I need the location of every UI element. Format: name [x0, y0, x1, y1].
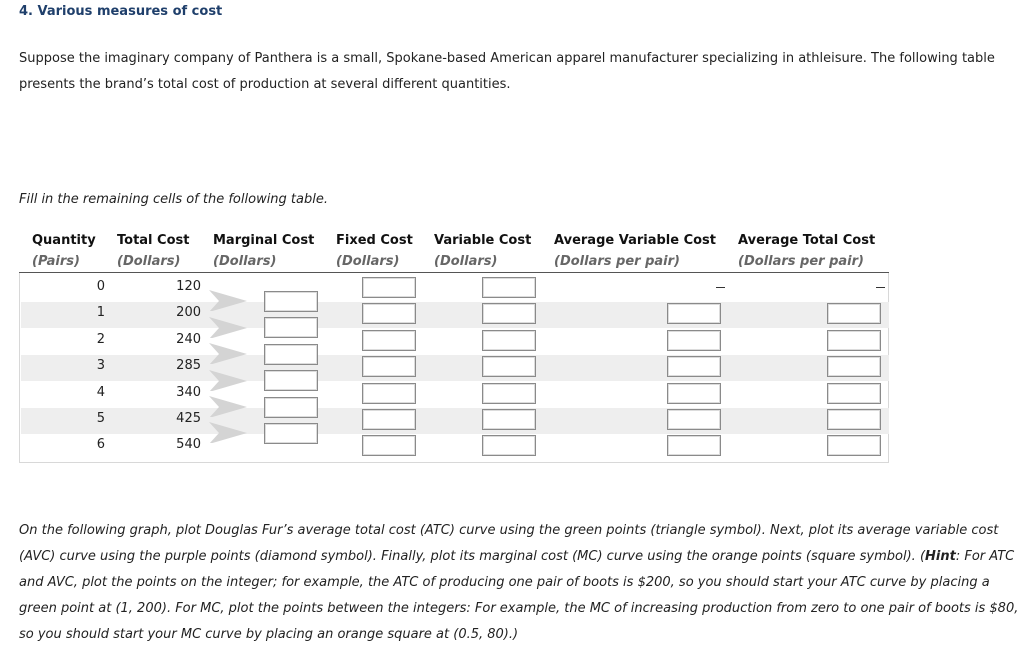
avc-input[interactable] — [667, 435, 721, 456]
header-avc: Average Variable Cost (Dollars per pair) — [554, 233, 717, 269]
marginal-cost-input[interactable] — [264, 423, 318, 444]
variable-cost-input[interactable] — [482, 409, 536, 430]
row-stripe — [21, 408, 889, 434]
atc-input[interactable] — [827, 356, 881, 377]
quantity-cell: 0 — [96, 279, 105, 294]
quantity-cell: 5 — [96, 411, 105, 426]
fixed-cost-input[interactable] — [362, 356, 416, 377]
total-cost-cell: 340 — [176, 384, 201, 400]
marginal-cost-input[interactable] — [264, 291, 318, 312]
table-instruction: Fill in the remaining cells of the following table. — [19, 192, 328, 207]
total-cost-cell: 240 — [176, 331, 201, 347]
marginal-cost-input[interactable] — [264, 370, 318, 391]
fixed-cost-input[interactable] — [362, 277, 416, 298]
row-stripe — [21, 302, 889, 328]
total-cost-cell: 540 — [176, 437, 201, 453]
marginal-cost-input[interactable] — [264, 397, 318, 418]
section-title: 4. Various measures of cost — [19, 4, 223, 19]
header-quantity: Quantity (Pairs) — [32, 233, 96, 269]
row-stripe — [21, 355, 889, 381]
variable-cost-input[interactable] — [482, 330, 536, 351]
chevron-right-icon — [207, 395, 249, 417]
avc-dash — [716, 287, 725, 288]
chevron-right-icon — [207, 316, 249, 338]
intro-text: Suppose the imaginary company of Panthera is a small, Spokane-based American apparel manufacturer specializing in athleisure. The following table presents the brand’s total cost of production at several different quantities. — [19, 51, 995, 92]
variable-cost-input[interactable] — [482, 356, 536, 377]
avc-input[interactable] — [667, 383, 721, 404]
avc-input[interactable] — [667, 330, 721, 351]
chevron-right-icon — [207, 289, 249, 311]
header-marginal-cost: Marginal Cost (Dollars) — [213, 233, 315, 269]
fixed-cost-input[interactable] — [362, 409, 416, 430]
chevron-right-icon — [207, 369, 249, 391]
quantity-cell: 4 — [96, 384, 105, 400]
cost-table — [19, 229, 889, 463]
header-total-cost: Total Cost (Dollars) — [117, 233, 190, 269]
avc-input[interactable] — [667, 409, 721, 430]
table-body-frame — [19, 273, 889, 463]
avc-input[interactable] — [667, 303, 721, 324]
atc-input[interactable] — [827, 383, 881, 404]
total-cost-cell: 200 — [176, 305, 201, 321]
variable-cost-input[interactable] — [482, 303, 536, 324]
chevron-right-icon — [207, 421, 249, 443]
quantity-cell: 2 — [96, 331, 105, 347]
atc-input[interactable] — [827, 330, 881, 351]
graph-instructions: On the following graph, plot Douglas Fur’s average total cost (ATC) curve using the green points (triangle symbol). Next, plot its average variable cost (AVC) curve using the purple points (diamond symbol). Finally, plot its marginal cost (MC) curve using the orange points (square symbol). (Hint: For ATC and AVC, plot the points on the integer; for example, the ATC of producing one pair of boots is $200, so you should start your ATC curve by placing a green point at (1, 200). For MC, plot the points between the integers: For example, the MC of increasing production from zero to one pair of boots is $80, so you should start your MC curve by placing an orange square at (0.5, 80).) — [19, 523, 1019, 642]
total-cost-cell: 120 — [176, 279, 201, 294]
total-cost-cell: 425 — [176, 411, 201, 426]
avc-input[interactable] — [667, 356, 721, 377]
quantity-cell: 3 — [96, 358, 105, 374]
fixed-cost-input[interactable] — [362, 303, 416, 324]
atc-dash — [876, 287, 885, 288]
chevron-right-icon — [207, 342, 249, 364]
header-variable-cost: Variable Cost (Dollars) — [434, 233, 532, 269]
header-fixed-cost: Fixed Cost (Dollars) — [336, 233, 413, 269]
marginal-cost-input[interactable] — [264, 317, 318, 338]
atc-input[interactable] — [827, 303, 881, 324]
total-cost-cell: 285 — [176, 358, 201, 374]
variable-cost-input[interactable] — [482, 383, 536, 404]
fixed-cost-input[interactable] — [362, 435, 416, 456]
fixed-cost-input[interactable] — [362, 330, 416, 351]
atc-input[interactable] — [827, 435, 881, 456]
quantity-cell: 1 — [96, 305, 105, 321]
variable-cost-input[interactable] — [482, 435, 536, 456]
header-atc: Average Total Cost (Dollars per pair) — [738, 233, 876, 269]
fixed-cost-input[interactable] — [362, 383, 416, 404]
marginal-cost-input[interactable] — [264, 344, 318, 365]
variable-cost-input[interactable] — [482, 277, 536, 298]
quantity-cell: 6 — [96, 437, 105, 453]
atc-input[interactable] — [827, 409, 881, 430]
